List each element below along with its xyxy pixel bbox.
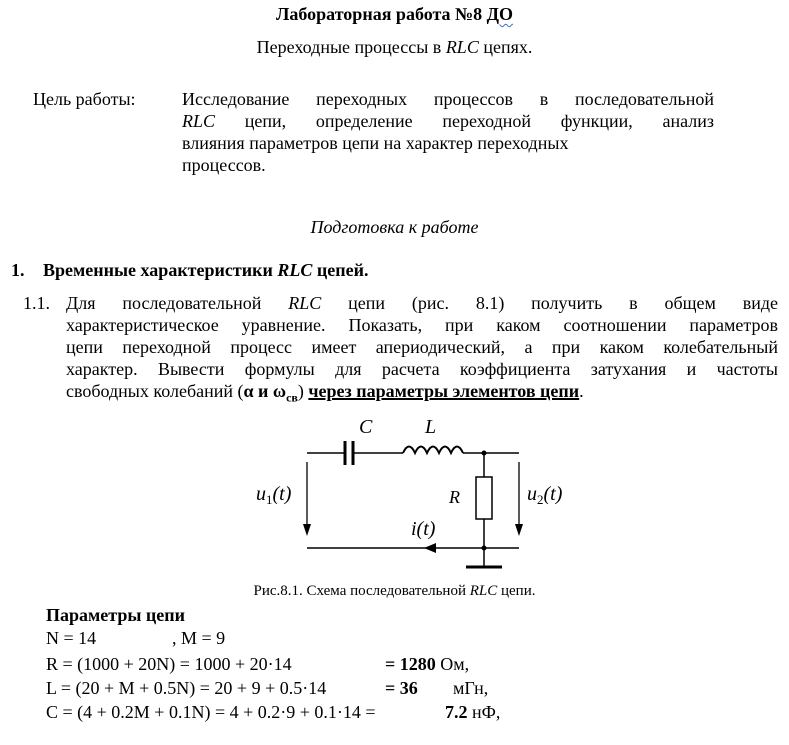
task-line-5: свободных колебаний (α и $\omega_{св}$) через параметры элементов цепи. — [66, 381, 584, 405]
goal-label: Цель работы: — [33, 89, 136, 109]
label-u1: $u_1(t)$ — [256, 483, 292, 507]
param-c-formula: C = (4 + 0.2M + 0.1N) = 4 + 0.2·9 + 0.1·14 = — [46, 702, 376, 722]
param-m: , M = 9 — [172, 628, 226, 648]
u2-arrow-icon — [515, 524, 523, 536]
goal-line-3: влияния параметров цепи на характер переходных — [182, 133, 569, 153]
params-heading: Параметры цепи — [46, 605, 185, 625]
resistor-body — [476, 477, 492, 519]
task-line-3: цепи переходной процесс имеет апериодический, а при каком колебательный — [66, 337, 778, 357]
label-r: R — [449, 487, 460, 507]
goal-line-1: Исследование переходных процессов в последовательной — [182, 89, 714, 109]
param-r-result: = 1280 Ом, — [385, 654, 470, 674]
param-c-result: 7.2 нФ, — [445, 702, 501, 722]
section-title: Временные характеристики RLC цепей. — [43, 260, 369, 280]
section-number: 1. — [11, 260, 25, 280]
u1-arrow-icon — [303, 524, 311, 536]
label-i: i(t) — [411, 518, 436, 540]
task-line-4: характер. Вывести формулы для расчета коэффициента затухания и частоты — [66, 359, 778, 379]
goal-line-4: процессов. — [182, 155, 266, 175]
goal-line-2: RLC цепи, определение переходной функции, анализ — [182, 111, 714, 131]
label-c: C — [359, 416, 373, 438]
preparation-heading: Подготовка к работе — [310, 217, 479, 237]
param-r-formula: R = (1000 + 20N) = 1000 + 20·14 — [46, 654, 292, 674]
task-line-2: характеристическое уравнение. Показать, при каком соотношении параметров — [66, 315, 778, 335]
page-title: Лабораторная работа №8 ДО — [275, 4, 514, 24]
label-l: L — [425, 416, 437, 438]
task-number: 1.1. — [23, 293, 50, 313]
current-arrow-icon — [424, 543, 436, 553]
param-l-unit: мГн, — [453, 678, 489, 698]
param-n: N = 14 — [46, 628, 97, 648]
page-subtitle: Переходные процессы в RLC цепях. — [256, 37, 533, 57]
figure-caption: Рис.8.1. Схема последовательной RLC цепи. — [253, 583, 536, 599]
param-l-result: = 36 — [385, 678, 418, 698]
inductor-coil — [403, 447, 463, 454]
param-l-formula: L = (20 + M + 0.5N) = 20 + 9 + 0.5·14 — [46, 678, 327, 698]
task-line-1: Для последовательной RLC цепи (рис. 8.1) получить в общем виде — [66, 293, 778, 313]
label-u2: $u_2(t)$ — [527, 483, 563, 507]
